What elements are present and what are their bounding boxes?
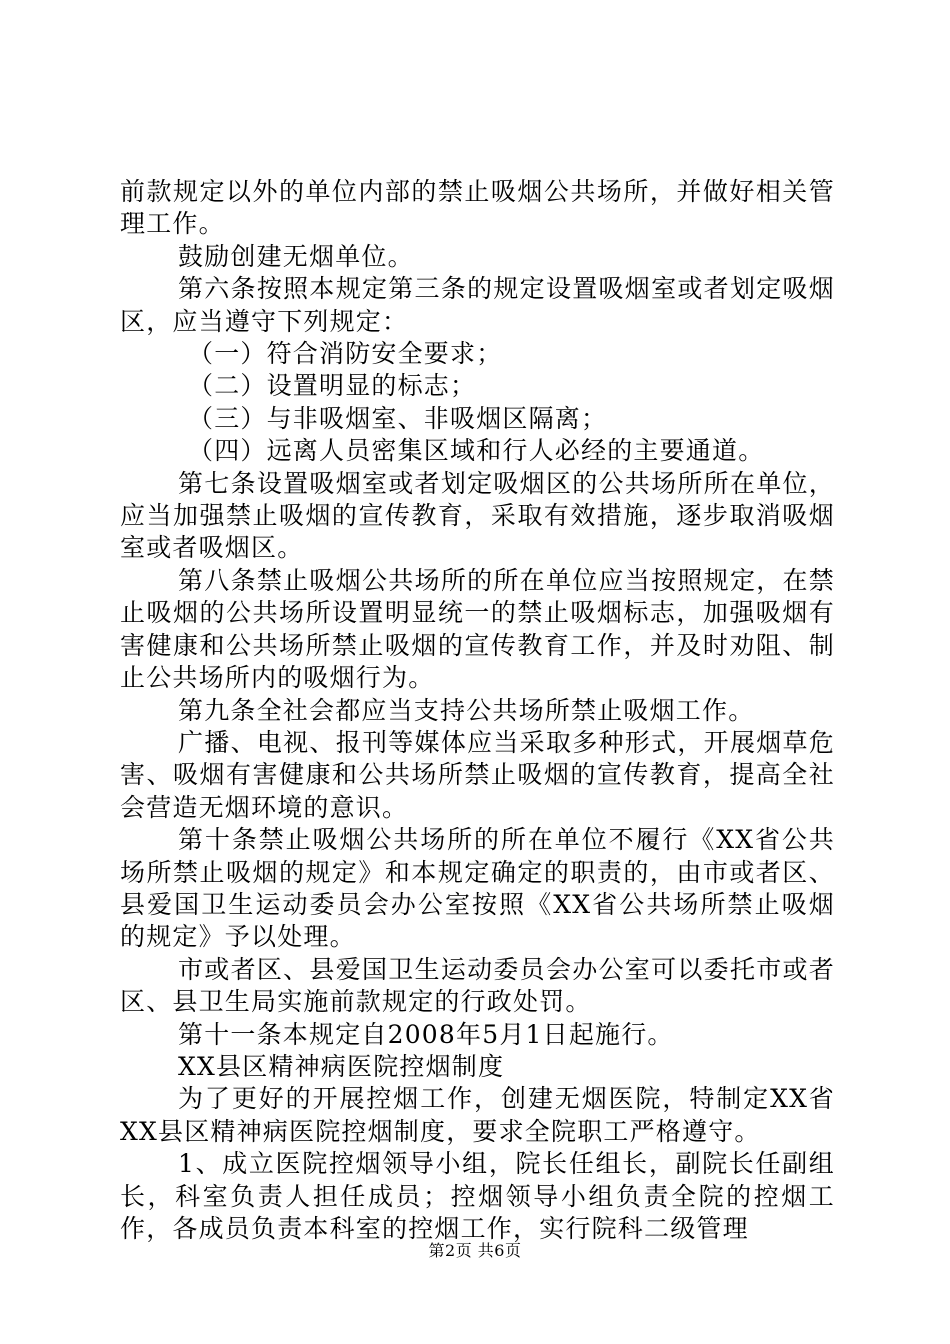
paragraph-item-1: 1、成立医院控烟领导小组，院长任组长，副院长任副组长，科室负责人担任成员；控烟领导小组负责全院的控烟工作，各成员负责本科室的控烟工作，实行院科二级管理	[120, 1149, 835, 1243]
paragraph-article-10: 第十条禁止吸烟公共场所的所在单位不履行《XX省公共场所禁止吸烟的规定》和本规定确定的职责的，由市或者区、县爱国卫生运动委员会办公室按照《XX省公共场所禁止吸烟的规定》予以处理。	[120, 825, 835, 952]
list-item-1: （一）符合消防安全要求；	[188, 339, 503, 369]
list-item-2: （二）设置明显的标志；	[188, 371, 477, 401]
paragraph-article-9: 第九条全社会都应当支持公共场所禁止吸烟工作。	[178, 695, 755, 725]
paragraph-article-8: 第八条禁止吸烟公共场所的所在单位应当按照规定，在禁止吸烟的公共场所设置明显统一的禁止吸烟标志，加强吸烟有害健康和公共场所禁止吸烟的宣传教育工作，并及时劝阻、制止公共场所内的吸烟行为。	[120, 565, 835, 693]
paragraph-encourage: 鼓励创建无烟单位。	[178, 241, 414, 271]
paragraph-intro: 为了更好的开展控烟工作，创建无烟医院，特制定XX省XX县区精神病医院控烟制度，要求全院职工严格遵守。	[120, 1084, 835, 1146]
paragraph-article-6: 第六条按照本规定第三条的规定设置吸烟室或者划定吸烟区，应当遵守下列规定：	[120, 274, 835, 336]
paragraph-media: 广播、电视、报刊等媒体应当采取多种形式，开展烟草危害、吸烟有害健康和公共场所禁止吸烟的宣传教育，提高全社会营造无烟环境的意识。	[120, 727, 835, 822]
paragraph-delegation: 市或者区、县爱国卫生运动委员会办公室可以委托市或者区、县卫生局实施前款规定的行政处罚。	[120, 954, 835, 1017]
section-heading: XX县区精神病医院控烟制度	[178, 1051, 505, 1081]
list-item-4: （四）远离人员密集区域和行人必经的主要通道。	[188, 436, 765, 466]
paragraph-article-11: 第十一条本规定自2008年5月1日起施行。	[178, 1019, 674, 1049]
paragraph-continuation: 前款规定以外的单位内部的禁止吸烟公共场所，并做好相关管理工作。	[120, 177, 835, 239]
page-footer	[0, 1241, 950, 1261]
page-number: 第2页 共6页	[428, 1241, 522, 1260]
paragraph-article-7: 第七条设置吸烟室或者划定吸烟区的公共场所所在单位，应当加强禁止吸烟的宣传教育，采取有效措施，逐步取消吸烟室或者吸烟区。	[120, 468, 835, 563]
document-body	[120, 176, 835, 1245]
list-item-3: （三）与非吸烟室、非吸烟区隔离；	[188, 403, 608, 433]
